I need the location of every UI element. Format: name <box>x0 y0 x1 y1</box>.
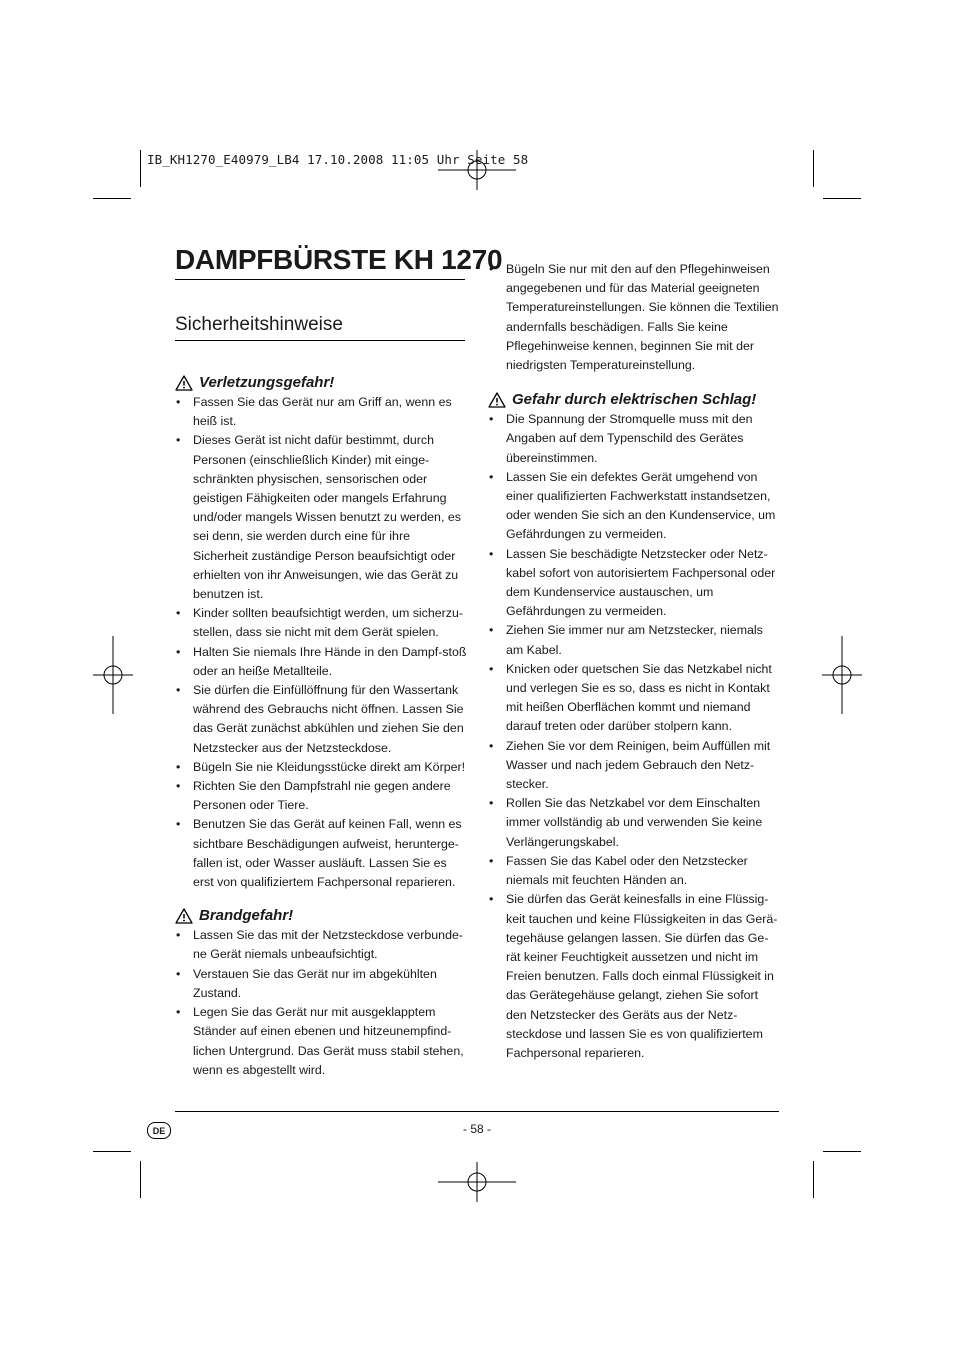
registration-mark-icon <box>93 636 133 714</box>
crop-mark <box>813 150 814 187</box>
list-item: • Dieses Gerät ist nicht dafür bestimmt, durch Personen (einschließlich Kinder) mit einge-schränkten physischen, sensorischen oder geistigen Fähigkeiten oder mangels Erfahrung und/oder mangels Wissen benutzt zu werden, es sei denn, sie werden durch eine für ihre Sicherheit zuständige Person beaufsichtigt oder erhielten von ihr Anweisungen, wie das Gerät zu benutzen ist. <box>175 431 467 604</box>
ironing-list <box>488 260 781 375</box>
warning-triangle-icon <box>488 392 506 408</box>
list-item: • Legen Sie das Gerät nur mit ausgeklapptem Ständer auf einen ebenen und hitzeunempfind-lichen Untergrund. Das Gerät muss stabil stehen, wenn es abgestellt wird. <box>175 1003 467 1080</box>
electric-heading-text: Gefahr durch elektrischen Schlag! <box>512 391 757 409</box>
registration-mark-icon <box>438 1162 516 1202</box>
list-item: • Lassen Sie beschädigte Netzstecker oder Netz-kabel sofort von autorisiertem Fachpersonal oder dem Kundenservice austauschen, um Gefährdungen zu vermeiden. <box>488 545 781 622</box>
crop-mark <box>823 198 861 199</box>
injury-list <box>175 393 467 892</box>
fire-heading <box>175 907 467 924</box>
list-item: • Lassen Sie das mit der Netzsteckdose verbunde-ne Gerät niemals unbeaufsichtigt. <box>175 926 467 964</box>
page-title: DAMPFBÜRSTE KH 1270 <box>175 244 465 280</box>
fire-heading-text: Brandgefahr! <box>199 907 294 925</box>
list-item: • Ziehen Sie vor dem Reinigen, beim Auffüllen mit Wasser und nach jedem Gebrauch den Netz-stecker. <box>488 737 781 795</box>
fire-list <box>175 926 467 1080</box>
electric-list <box>488 410 781 1063</box>
list-item: • Ziehen Sie immer nur am Netzstecker, niemals am Kabel. <box>488 621 781 659</box>
warning-triangle-icon <box>175 908 193 924</box>
list-item: • Benutzen Sie das Gerät auf keinen Fall, wenn es sichtbare Beschädigungen aufweist, herunterge-fallen ist, oder Wasser ausläuft. Lassen Sie es erst von qualifiziertem Fachpersonal reparieren. <box>175 815 467 892</box>
list-item: • Fassen Sie das Kabel oder den Netzstecker niemals mit feuchten Händen an. <box>488 852 781 890</box>
crop-mark <box>823 1151 861 1152</box>
crop-mark <box>93 198 131 199</box>
crop-mark <box>93 1151 131 1152</box>
list-item: • Bügeln Sie nur mit den auf den Pflegehinweisen angegebenen und für das Material geeigneten Temperatureinstellungen. Sie können die Textilien andernfalls beschädigen. Falls Sie keine Pflegehinweise kennen, beginnen Sie mit der niedrigsten Temperatureinstellung. <box>488 260 781 375</box>
injury-heading <box>175 374 467 391</box>
registration-mark-icon <box>822 636 862 714</box>
right-column <box>488 260 781 1063</box>
list-item: • Die Spannung der Stromquelle muss mit den Angaben auf dem Typenschild des Gerätes übereinstimmen. <box>488 410 781 468</box>
crop-mark <box>140 150 141 187</box>
list-item: • Sie dürfen die Einfüllöffnung für den Wassertank während des Gebrauchs nicht öffnen. Lassen Sie das Gerät zunächst abkühlen und ziehen Sie den Netzstecker aus der Netzsteckdose. <box>175 681 467 758</box>
page-number: - 58 - <box>462 1122 491 1136</box>
footer-divider <box>175 1111 779 1112</box>
list-item: • Fassen Sie das Gerät nur am Griff an, wenn es heiß ist. <box>175 393 467 431</box>
list-item: • Rollen Sie das Netzkabel vor dem Einschalten immer vollständig ab und verwenden Sie keine Verlängerungskabel. <box>488 794 781 852</box>
list-item: • Richten Sie den Dampfstrahl nie gegen andere Personen oder Tiere. <box>175 777 467 815</box>
section-title: Sicherheitshinweise <box>175 314 465 341</box>
crop-mark <box>140 1161 141 1198</box>
list-item: • Knicken oder quetschen Sie das Netzkabel nicht und verlegen Sie es so, dass es nicht in Kontakt mit heißen Oberflächen kommt und niemand darauf treten oder darüber stolpern kann. <box>488 660 781 737</box>
list-item: • Kinder sollten beaufsichtigt werden, um sicherzu-stellen, dass sie nicht mit dem Gerät spielen. <box>175 604 467 642</box>
print-slug: IB_KH1270_E40979_LB4 17.10.2008 11:05 Uhr Seite 58 <box>147 152 529 167</box>
list-item: • Sie dürfen das Gerät keinesfalls in eine Flüssig-keit tauchen und keine Flüssigkeiten in das Gerä-tegehäuse gelangen lassen. Sie dürfen das Ge-rät keiner Feuchtigkeit aussetzen und nicht im Freien benutzen. Falls doch einmal Flüssigkeit in das Gerätegehäuse gelangt, ziehen Sie sofort den Netzstecker des Geräts aus der Netz-steckdose und lassen Sie es von qualifiziertem Fachpersonal reparieren. <box>488 890 781 1063</box>
list-item: • Lassen Sie ein defektes Gerät umgehend von einer qualifizierten Fachwerkstatt instandsetzen, oder wenden Sie sich an den Kundenservice, um Gefährdungen zu vermeiden. <box>488 468 781 545</box>
left-column <box>175 374 467 1080</box>
list-item: • Halten Sie niemals Ihre Hände in den Dampf-stoß oder an heiße Metallteile. <box>175 643 467 681</box>
injury-heading-text: Verletzungsgefahr! <box>199 374 335 391</box>
electric-heading <box>488 391 781 408</box>
crop-mark <box>813 1161 814 1198</box>
list-item: • Verstauen Sie das Gerät nur im abgekühlten Zustand. <box>175 965 467 1003</box>
language-badge: DE <box>147 1122 171 1139</box>
list-item: • Bügeln Sie nie Kleidungsstücke direkt am Körper! <box>175 758 467 777</box>
warning-triangle-icon <box>175 375 193 391</box>
